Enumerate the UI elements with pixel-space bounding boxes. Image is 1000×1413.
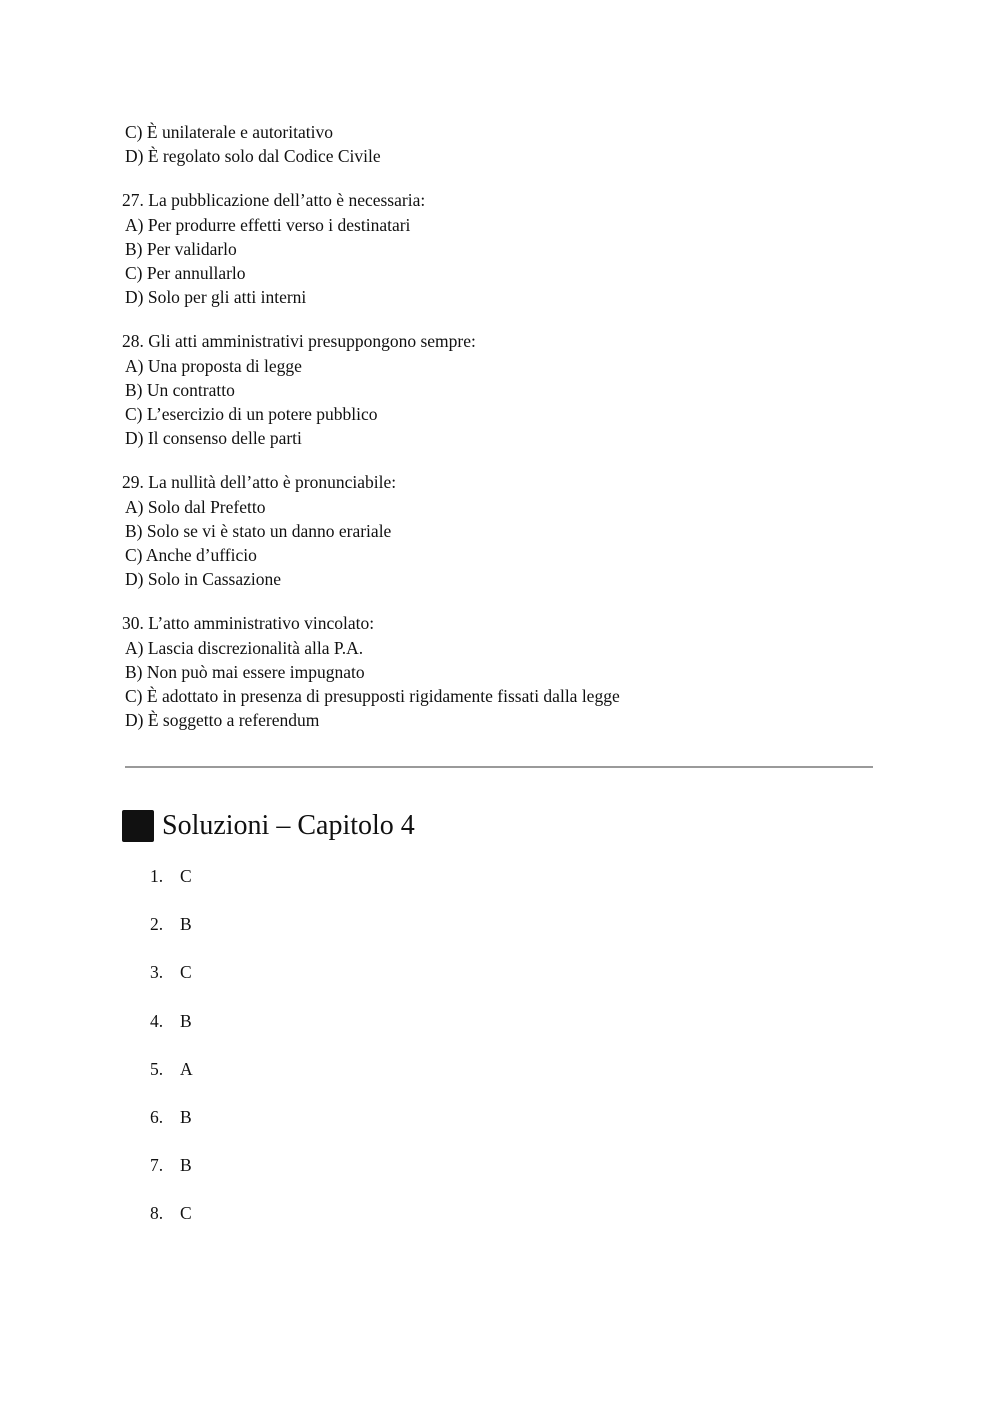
solution-answer: C [180,1203,192,1224]
solution-item [150,1201,193,1249]
option-c: C) È unilaterale e autoritativo [125,122,333,142]
solution-item [150,1153,193,1201]
question-29 [122,470,882,591]
solution-item [150,1057,193,1105]
solution-item [150,1009,193,1057]
option-c: C) Anche d’ufficio [125,545,257,566]
solutions-heading [122,806,415,846]
solution-answer: A [180,1058,193,1079]
solution-item [150,960,193,1008]
question-text: 30. L’atto amministrativo vincolato: [122,613,375,634]
option-b: B) Un contratto [125,379,235,400]
solution-answer: C [180,866,192,886]
option-c: C) L’esercizio di un potere pubblico [125,404,378,425]
question-text: 27. La pubblicazione dell’atto è necessaria: [122,190,426,211]
solution-number: 8. [150,1203,164,1224]
solution-item [150,864,193,912]
option-b: B) Per validarlo [125,238,237,259]
option-a: A) Lascia discrezionalità alla P.A. [125,637,364,658]
solution-answer: C [180,962,192,983]
black-square-icon [122,810,154,842]
question-27 [122,188,882,309]
solution-number: 2. [150,914,164,935]
solution-item [150,912,193,960]
solution-number: 5. [150,1058,164,1079]
option-d: D) Solo in Cassazione [125,569,282,590]
question-text: 29. La nullità dell’atto è pronunciabile: [122,472,397,493]
solution-number: 7. [150,1155,164,1176]
option-d: D) È regolato solo dal Codice Civile [125,146,381,167]
solutions-title: Soluzioni – Capitolo 4 [162,810,415,841]
option-d: D) È soggetto a referendum [125,710,320,731]
question-28 [122,329,882,450]
question-26-continuation [122,120,882,168]
solution-number: 6. [150,1106,164,1127]
option-a: A) Una proposta di legge [125,355,302,376]
option-b: B) Non può mai essere impugnato [125,661,365,682]
question-30 [122,611,882,732]
option-d: D) Il consenso delle parti [125,428,302,449]
option-b: B) Solo se vi è stato un danno erariale [125,520,392,541]
solution-number: 4. [150,1010,164,1031]
option-c: C) È adottato in presenza di presupposti rigidamente fissati dalla legge [125,686,620,707]
questions-section [122,120,882,752]
solution-answer: B [180,1010,192,1031]
option-c: C) Per annullarlo [125,263,246,284]
solution-item [150,1105,193,1153]
solution-answer: B [180,1106,192,1127]
solutions-list [150,864,193,1250]
question-text: 28. Gli atti amministrativi presuppongono sempre: [122,331,476,352]
solution-answer: B [180,1155,192,1176]
horizontal-divider [125,766,873,768]
solution-number: 3. [150,962,164,983]
option-a: A) Per produrre effetti verso i destinatari [125,214,411,235]
solution-answer: B [180,914,192,935]
option-a: A) Solo dal Prefetto [125,496,266,517]
solution-number: 1. [150,866,164,886]
option-d: D) Solo per gli atti interni [125,287,307,308]
